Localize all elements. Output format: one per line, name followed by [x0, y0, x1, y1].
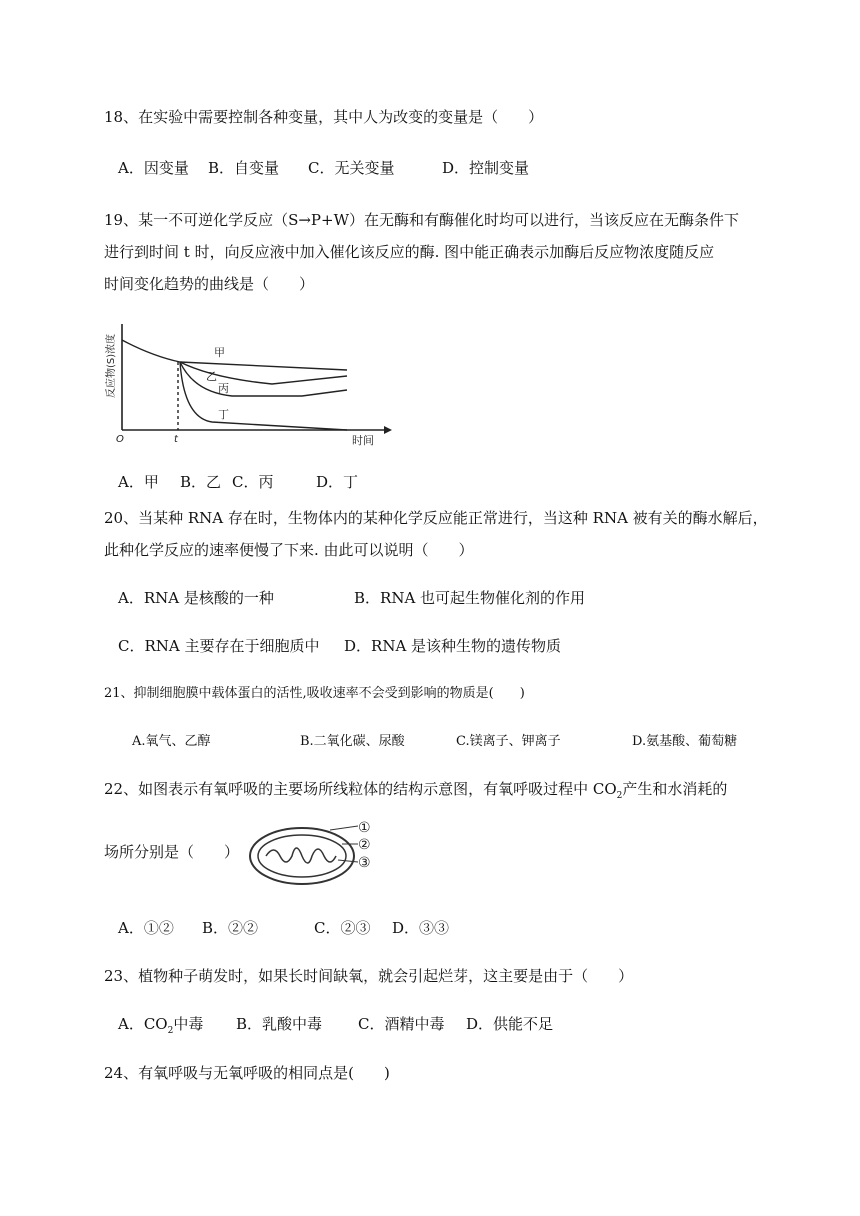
q20-option-c: C．RNA 主要存在于细胞质中	[118, 637, 320, 655]
x-axis-arrow	[384, 426, 392, 434]
curve-label-jia: 甲	[214, 346, 225, 359]
q23-option-d: D．供能不足	[466, 1015, 554, 1033]
curve-label-bing: 丙	[218, 382, 229, 395]
pointer-3	[338, 860, 358, 862]
q20-option-d: D．RNA 是该种生物的遗传物质	[344, 637, 562, 655]
curve-label-ding: 丁	[218, 408, 229, 421]
curve-label-yi: 乙	[206, 370, 217, 383]
q24-stem: 24、有氧呼吸与无氧呼吸的相同点是( )	[104, 1064, 390, 1082]
q19-option-d: D．丁	[316, 473, 359, 491]
mitochondrion-figure	[246, 814, 386, 890]
q19-stem-line2: 进行到时间 t 时，向反应液中加入催化该反应的酶. 图中能正确表示加酶后反应物浓度随反应	[104, 243, 715, 261]
q18-option-c: C．无关变量	[308, 159, 395, 177]
q20-option-a: A．RNA 是核酸的一种	[118, 589, 274, 607]
q21-stem: 21、抑制细胞膜中载体蛋白的活性,吸收速率不会受到影响的物质是( )	[104, 686, 525, 701]
q18-stem: 18、在实验中需要控制各种变量，其中人为改变的变量是（ ）	[104, 108, 544, 126]
q21-option-d: D.氨基酸、葡萄糖	[632, 734, 738, 749]
q23-option-a	[118, 1014, 203, 1041]
q20-stem-line1: 20、当某种 RNA 存在时，生物体内的某种化学反应能正常进行，当这种 RNA 被有关的酶水解后，	[104, 509, 768, 527]
y-axis-label: 反应物(S)浓度	[106, 333, 117, 398]
q18-option-a: A．因变量	[118, 159, 189, 177]
q18-option-d: D．控制变量	[442, 159, 530, 177]
q19-option-c: C．丙	[232, 473, 274, 491]
q22-stem-part2: 产生和水消耗的	[622, 780, 728, 798]
x-axis-label: 时间	[352, 434, 374, 447]
cristae	[266, 848, 336, 863]
t-label: t	[174, 434, 178, 445]
q21-option-b: B.二氧化碳、尿酸	[300, 734, 405, 749]
q22-option-c: C．②③	[314, 919, 371, 937]
q19-concentration-figure	[102, 318, 392, 448]
q23-option-b: B．乳酸中毒	[236, 1015, 323, 1033]
q22-stem-subscript: 2	[616, 791, 623, 801]
q20-option-b: B．RNA 也可起生物催化剂的作用	[354, 589, 586, 607]
q22-option-d: D．③③	[392, 919, 450, 937]
q22-option-a: A．①②	[118, 919, 174, 937]
q20-stem-line2: 此种化学反应的速率便慢了下来. 由此可以说明（ ）	[104, 541, 474, 559]
q23-option-a-tail: 中毒	[173, 1015, 204, 1033]
label-2: ②	[358, 837, 371, 853]
q23-option-a-text: A．CO	[118, 1015, 168, 1033]
label-3: ③	[358, 855, 371, 871]
q19-stem-line3: 时间变化趋势的曲线是（ ）	[104, 275, 315, 293]
curve-jia	[180, 362, 347, 370]
q19-stem-line1: 19、某一不可逆化学反应（S→P+W）在无酶和有酶催化时均可以进行，当该反应在无酶条件下	[104, 211, 740, 229]
q19-option-b: B．乙	[180, 473, 222, 491]
curve-pre-enzyme	[122, 340, 180, 362]
q21-option-c: C.镁离子、钾离子	[456, 734, 561, 749]
q22-stem-part1: 22、如图表示有氧呼吸的主要场所线粒体的结构示意图，有氧呼吸过程中 CO	[104, 780, 617, 798]
q23-option-c: C．酒精中毒	[358, 1015, 445, 1033]
label-1: ①	[358, 820, 371, 836]
q22-stem-line1	[104, 779, 727, 806]
origin-label: O	[116, 434, 124, 445]
q23-stem: 23、植物种子萌发时，如果长时间缺氧，就会引起烂芽，这主要是由于（ ）	[104, 967, 634, 985]
q22-stem-line2: 场所分别是（ ）	[104, 843, 240, 861]
q21-option-a: A.氧气、乙醇	[132, 734, 211, 749]
q19-option-a: A．甲	[118, 473, 159, 491]
pointer-1	[330, 826, 358, 830]
q22-option-b: B．②②	[202, 919, 259, 937]
q23-option-a-subscript: 2	[167, 1026, 174, 1036]
q18-option-b: B．自变量	[208, 159, 280, 177]
